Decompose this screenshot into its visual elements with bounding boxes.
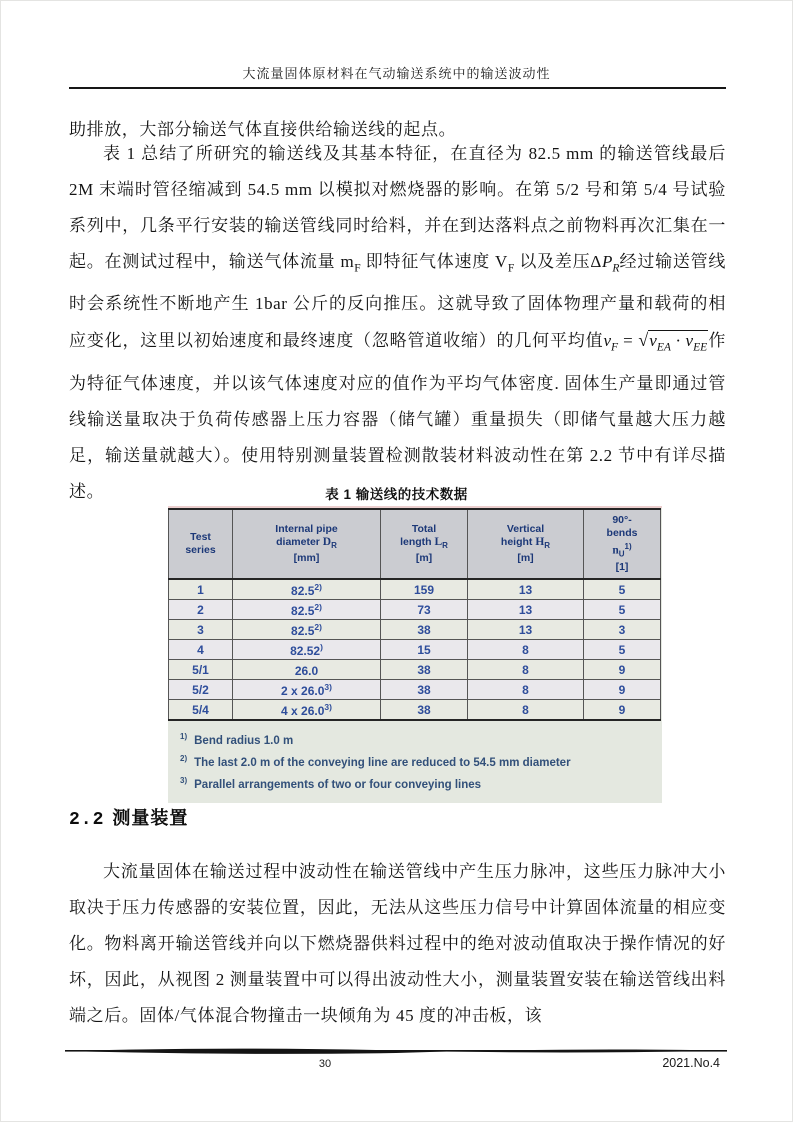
page-number: 30 <box>318 1058 332 1070</box>
table-header-row <box>169 509 661 579</box>
table-row: 3 82.5$^{2)}$ 38 13 3 <box>169 620 661 640</box>
running-header-title: 大流量固体原材料在气动输送系统中的输送波动性 <box>242 66 551 81</box>
radical-sign: √ <box>638 330 649 351</box>
table-scan-block <box>168 506 662 803</box>
table-row: 5/4 4 x 26.0$^{3)}$ 38 8 9 <box>169 700 661 721</box>
table-row: 5/2 2 x 26.0$^{3)}$ 38 8 9 <box>169 680 661 700</box>
col-internal-diameter: Internal pipe diameter $D_R$ [mm] <box>233 509 381 579</box>
col-test-series: Test series <box>169 509 233 579</box>
header-rule <box>69 87 726 89</box>
footnote-1: $^{1)}$ Bend radius 1.0 m <box>180 732 294 747</box>
table-row: 4 82.52) 15 8 5 <box>169 640 661 660</box>
issue-label: 2021.No.4 <box>662 1056 720 1070</box>
paragraph-intro: 助排放，大部分输送气体直接供给输送线的起点。 <box>69 120 457 139</box>
col-vertical-height: Vertical height $H_R$ [m] <box>468 509 584 579</box>
paragraph-measuring-device: 大流量固体在输送过程中波动性在输送管线中产生压力脉冲，这些压力脉冲大小取决于压力传感器的安装位置，因此，无法从这些压力信号中计算固体流量的相应变化。物料离开输送管线并向以下燃烧器供料过程中的绝对波动值取决于操作情况的好坏，因此，从视图 2 测量装置中可以得出波动性大小，测量装置安装在输送管线出料端之后。固体/气体混合物撞击一块倾角为 45 度的冲击板，该 <box>69 862 726 1025</box>
conveying-lines-table <box>168 508 661 721</box>
col-total-length: Total length $L_R$ [m] <box>381 509 468 579</box>
table-caption: 表 1 输送线的技术数据 <box>325 487 468 502</box>
footnote-3: $^{3)}$ Parallel arrangements of two or four conveying lines <box>180 775 482 791</box>
col-90-bends: 90°- bends $n_U^{1)}$ [1] <box>584 509 661 579</box>
footnote-2: $^{2)}$ The last 2.0 m of the conveying line are reduced to 54.5 mm diameter <box>180 753 571 769</box>
footer-rule <box>65 1046 727 1056</box>
paragraph-table-summary: 表 1 总结了所研究的输送线及其基本特征，在直径为 82.5 mm 的输送管线最后 2M 末端时管径缩减到 54.5 mm 以模拟对燃烧器的影响。在第 5/2 号和第 5/4 号试验系列中，几条平行安装的输送管线同时给料，并在到达落料点之前物料再次汇集在一起。在测试过程中，输送气体流量 $m_F$ 即特征气体速度 $V_F$ 以及差压$\Delta P_R$经过输送管线时会系统性不断地产生 1bar 公斤的反向推压。这就导致了固体物理产量和载荷的相应变化，这里以初始速度和最终速度（忽略管道收缩）的几何平均值$v_F = √v_{EA} \cdot v_{EE}$作为特征气体速度，并以该气体速度对应的值作为平均气体密度. 固体生产量即通过管线输送量取决于负荷传感器上压力容器（储气罐）重量损失（即储气量越大压力越足，输送量就越大）。使用特别测量装置检测散装材料波动性在第 2.2 节中有详尽描述。 <box>69 144 727 501</box>
table-footnotes <box>168 721 662 795</box>
table-row: 1 82.5$^{2)}$ 159 13 5 <box>169 579 661 600</box>
section-heading: 2.2 测量装置 <box>69 808 189 830</box>
table-row: 2 82.5$^{2)}$ 73 13 5 <box>169 600 661 620</box>
table-row: 5/1 26.0 38 8 9 <box>169 660 661 680</box>
sqrt-expression: $v_{EA} \cdot v_{EE}$ <box>649 331 708 354</box>
